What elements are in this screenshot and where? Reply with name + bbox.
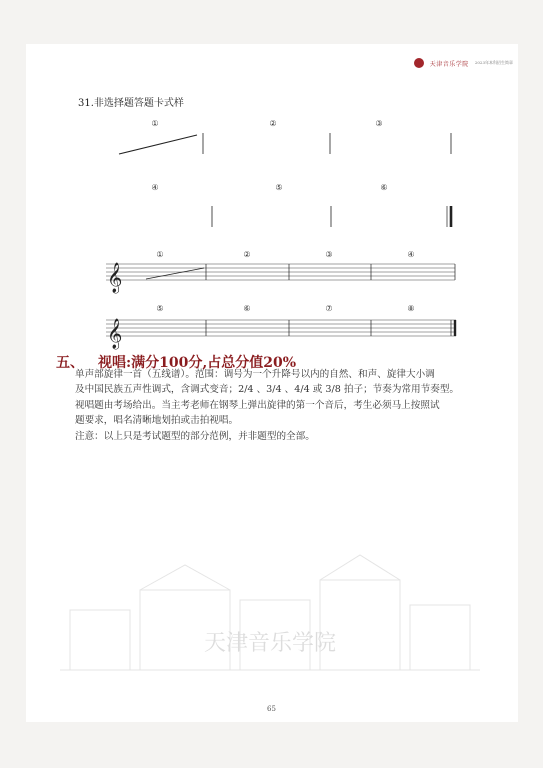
staff2-marker: ⑧ xyxy=(407,304,415,313)
slash-line xyxy=(119,135,197,154)
staff-2 xyxy=(106,320,456,336)
staff1-marker: ② xyxy=(243,250,251,259)
staff2-marker: ⑤ xyxy=(156,304,164,313)
staff1-marker: ① xyxy=(156,250,164,259)
body-paragraph: 单声部旋律一首（五线谱）。范围：调号为一个升降号以内的自然、和声、旋律大小调 xyxy=(75,369,435,380)
staff1-marker: ③ xyxy=(325,250,333,259)
slash-line xyxy=(146,268,204,279)
campus-watermark xyxy=(60,540,480,680)
section-body xyxy=(75,367,475,444)
staff-1 xyxy=(106,264,455,280)
treble-clef-icon: 𝄞 xyxy=(107,263,123,293)
row1-marker: ③ xyxy=(375,119,383,128)
body-paragraph: 注意：以上只是考试题型的部分范例，并非题型的全部。 xyxy=(75,430,315,442)
section-number: 五、 xyxy=(56,355,84,371)
staff2-marker: ⑥ xyxy=(243,304,251,313)
staff2-marker: ⑦ xyxy=(325,304,333,313)
header-subtitle: 2023年本科招生简章 xyxy=(474,60,513,65)
staff1-marker: ④ xyxy=(407,250,415,259)
page-number: 65 xyxy=(267,705,276,713)
row1-marker: ② xyxy=(269,119,277,128)
header-brand: 天津音乐学院 xyxy=(429,60,469,68)
row1-marker: ① xyxy=(151,119,159,128)
row2-marker: ④ xyxy=(151,183,159,192)
row2-marker: ⑤ xyxy=(275,183,283,192)
watermark-text: 天津音乐学院 xyxy=(203,631,337,656)
treble-clef-icon: 𝄞 xyxy=(107,319,123,349)
body-paragraph: 题要求，唱名清晰地划拍或击拍视唱。 xyxy=(75,415,239,427)
body-paragraph: 视唱题由考场给出。当主考老师在钢琴上弹出旋律的第一个音后，考生必须马上按照试 xyxy=(75,399,440,411)
section-title: 视唱:满分100分,占总分值20% xyxy=(98,355,297,371)
body-paragraph: 及中国民族五声性调式，含调式变音；2/4 、3/4 、4/4 或 3/8 拍子；节奏为常用节奏型。 xyxy=(75,384,460,396)
row2-marker: ⑥ xyxy=(380,183,388,192)
question-title: 31.非选择题答题卡式样 xyxy=(78,98,184,109)
